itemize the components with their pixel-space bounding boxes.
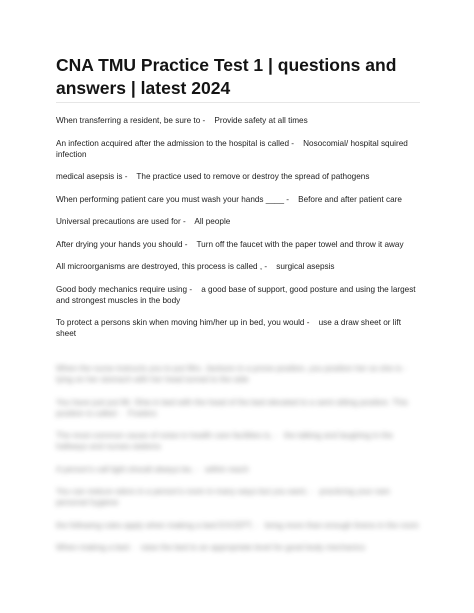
qa-item — [56, 138, 422, 160]
question-text: When transferring a resident, be sure to - — [56, 116, 206, 125]
question-text: You can reduce odors in a person's room in many ways but you want, - — [56, 487, 313, 496]
answer-text: bring more than enough linens in the room — [264, 520, 419, 530]
question-text: medical asepsis is - — [56, 172, 128, 181]
answer-text: a good base of support, good posture and using the largest and strongest muscles in the body — [56, 284, 416, 305]
answer-text: Nosocomial/ hospital squired infection — [56, 138, 408, 159]
blurred-qa-item — [56, 464, 422, 475]
answer-text: raise the bed to an appropriate level for good body mechanics — [140, 543, 366, 552]
question-text: When the nurse instructs you to put Mrs. Jackson in a prone position, you position her so she is - — [56, 364, 407, 373]
document-title: CNA TMU Practice Test 1 | questions and answers | latest 2024 — [56, 55, 397, 98]
question-text: When making a bed - — [56, 543, 134, 552]
answer-text: use a draw sheet or lift sheet — [56, 318, 401, 338]
blurred-qa-item — [56, 397, 422, 419]
qa-item — [56, 239, 422, 250]
answer-text: Turn off the faucet with the paper towel and throw it away — [196, 239, 404, 249]
blurred-qa-item — [56, 430, 422, 452]
question-text: Universal precautions are used for - — [56, 217, 186, 226]
answer-text: within reach — [205, 464, 249, 474]
answer-text: lying on her stomach with her head turned to the side — [56, 375, 249, 384]
question-text: You have just put Mr. Shia in bed with the head of the bed elevated to a semi sitting position. This position is called - — [56, 397, 408, 418]
qa-list — [56, 115, 422, 351]
qa-item — [56, 216, 422, 227]
qa-item — [56, 194, 422, 205]
question-text: An infection acquired after the admission to the hospital is called - — [56, 138, 295, 148]
blurred-qa-item — [56, 363, 422, 385]
question-text: Good body mechanics require using - — [56, 284, 193, 294]
qa-item — [56, 317, 422, 339]
qa-item — [56, 115, 422, 126]
question-text: the following rules apply when making a bed EXCEPT, - — [56, 520, 259, 530]
answer-text: the talking and laughing in the hallways and nurses stations — [56, 431, 393, 451]
blurred-qa-item — [56, 542, 422, 553]
answer-text: All people — [194, 217, 231, 226]
qa-item — [56, 284, 422, 306]
qa-item — [56, 261, 422, 272]
question-text: After drying your hands you should - — [56, 239, 188, 249]
answer-text: practicing your own personal hygiene — [56, 487, 390, 507]
blurred-qa-item — [56, 486, 422, 508]
question-text: The most common cause of noise in health care facilities is, - — [56, 431, 278, 440]
answer-text: Fowlers — [127, 408, 157, 418]
answer-text: The practice used to remove or destroy the spread of pathogens — [136, 172, 370, 181]
answer-text: surgical asepsis — [276, 262, 335, 271]
blurred-preview-section — [56, 363, 422, 565]
answer-text: Provide safety at all times — [214, 116, 308, 125]
question-text: A person's call light should always be, - — [56, 464, 199, 474]
question-text: When performing patient care you must wash your hands ____ - — [56, 194, 290, 204]
blurred-qa-item — [56, 520, 422, 531]
title-divider — [56, 102, 420, 103]
answer-text: Before and after patient care — [298, 194, 402, 204]
question-text: All microorganisms are destroyed, this process is called , - — [56, 262, 268, 271]
question-text: To protect a persons skin when moving him/her up in bed, you would - — [56, 318, 310, 327]
qa-item — [56, 171, 422, 182]
